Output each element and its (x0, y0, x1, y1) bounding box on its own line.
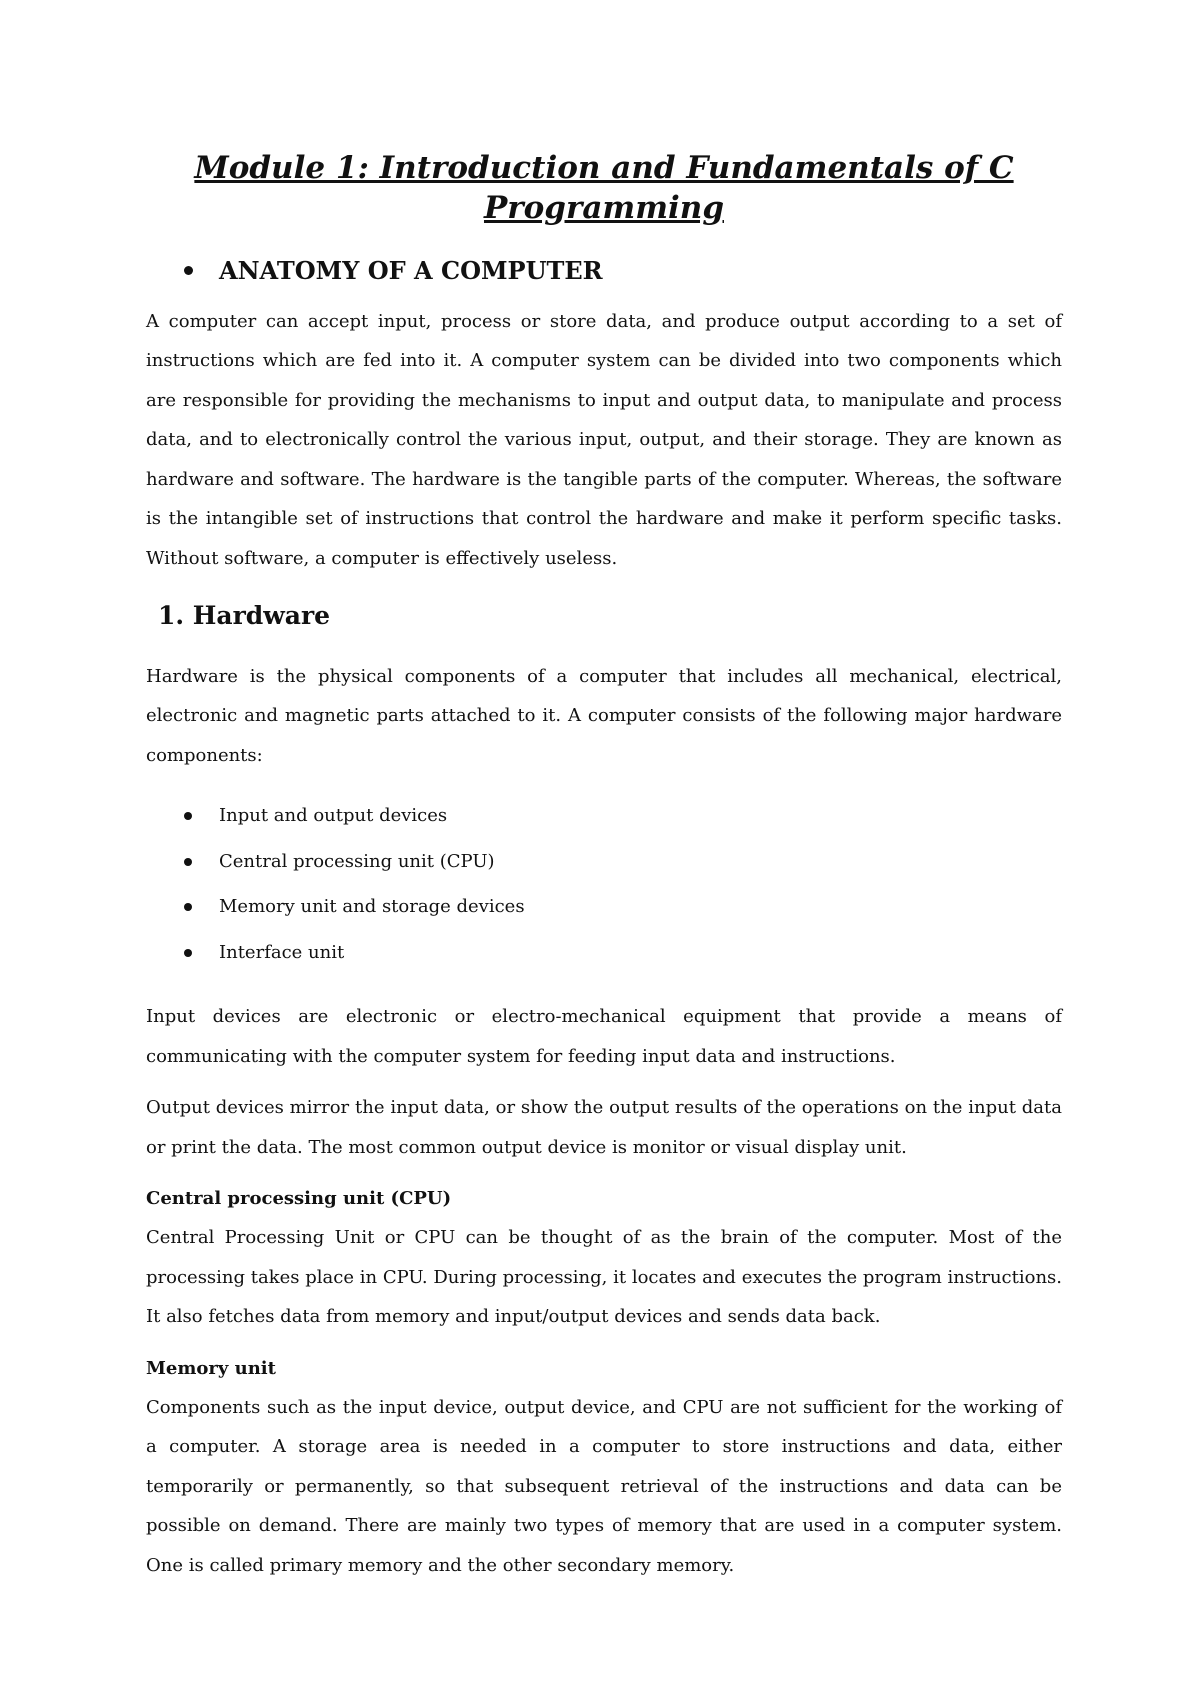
bullet-icon (184, 812, 192, 820)
cpu-section (146, 1179, 1062, 1337)
cpu-heading: Central processing unit (CPU) (146, 1188, 452, 1210)
memory-section (146, 1349, 1062, 1586)
document-title: Module 1: Introduction and Fundamentals of C Programming (194, 150, 1014, 227)
list-item (184, 930, 1062, 976)
bullet-icon (184, 266, 193, 275)
memory-paragraph: Components such as the input device, output device, and CPU are not sufficient for the working of a computer. A storage area is needed in a computer to store instructions and data, either temporarily or permanently, so that subsequent retrieval of the instructions and data can be possible on demand. There are mainly two types of memory that are used in a computer system. One is called primary memory and the other secondary memory. (146, 1396, 1062, 1576)
list-item-label: Interface unit (219, 941, 345, 963)
list-item (184, 793, 1062, 839)
bullet-icon (184, 858, 192, 866)
list-item (184, 884, 1062, 930)
intro-paragraph: A computer can accept input, process or store data, and produce output according to a set of instructions which are fed into it. A computer system can be divided into two components which are responsible for providing the mechanisms to input and output data, to manipulate and process data, and to electronically control the various input, output, and their storage. They are known as hardware and software. The hardware is the tangible parts of the computer. Whereas, the software is the intangible set of instructions that control the hardware and make it perform specific tasks. Without software, a computer is effectively useless. (146, 310, 1062, 569)
list-item (184, 839, 1062, 885)
cpu-paragraph: Central Processing Unit or CPU can be thought of as the brain of the computer. Most of the processing takes place in CPU. During processing, it locates and executes the program instructions. It also fetches data from memory and input/output devices and sends data back. (146, 1227, 1062, 1328)
section-heading-label: ANATOMY OF A COMPUTER (219, 255, 603, 285)
hardware-components-list (184, 793, 1062, 975)
hardware-paragraph: Hardware is the physical components of a computer that includes all mechanical, electrical, electronic and magnetic parts attached to it. A computer consists of the following major hardware components: (146, 665, 1062, 766)
section-heading-anatomy (184, 255, 1062, 286)
input-devices-paragraph: Input devices are electronic or electro-mechanical equipment that provide a means of communicating with the computer system for feeding input data and instructions. (146, 1006, 1062, 1067)
hardware-heading: 1. Hardware (158, 601, 331, 631)
list-item-label: Input and output devices (219, 805, 448, 827)
bullet-icon (184, 903, 192, 911)
list-item-label: Memory unit and storage devices (219, 896, 525, 918)
bullet-icon (184, 949, 192, 957)
memory-heading: Memory unit (146, 1357, 276, 1379)
output-devices-paragraph: Output devices mirror the input data, or show the output results of the operations on the input data or print the data. The most common output device is monitor or visual display unit. (146, 1097, 1062, 1158)
list-item-label: Central processing unit (CPU) (219, 850, 495, 872)
